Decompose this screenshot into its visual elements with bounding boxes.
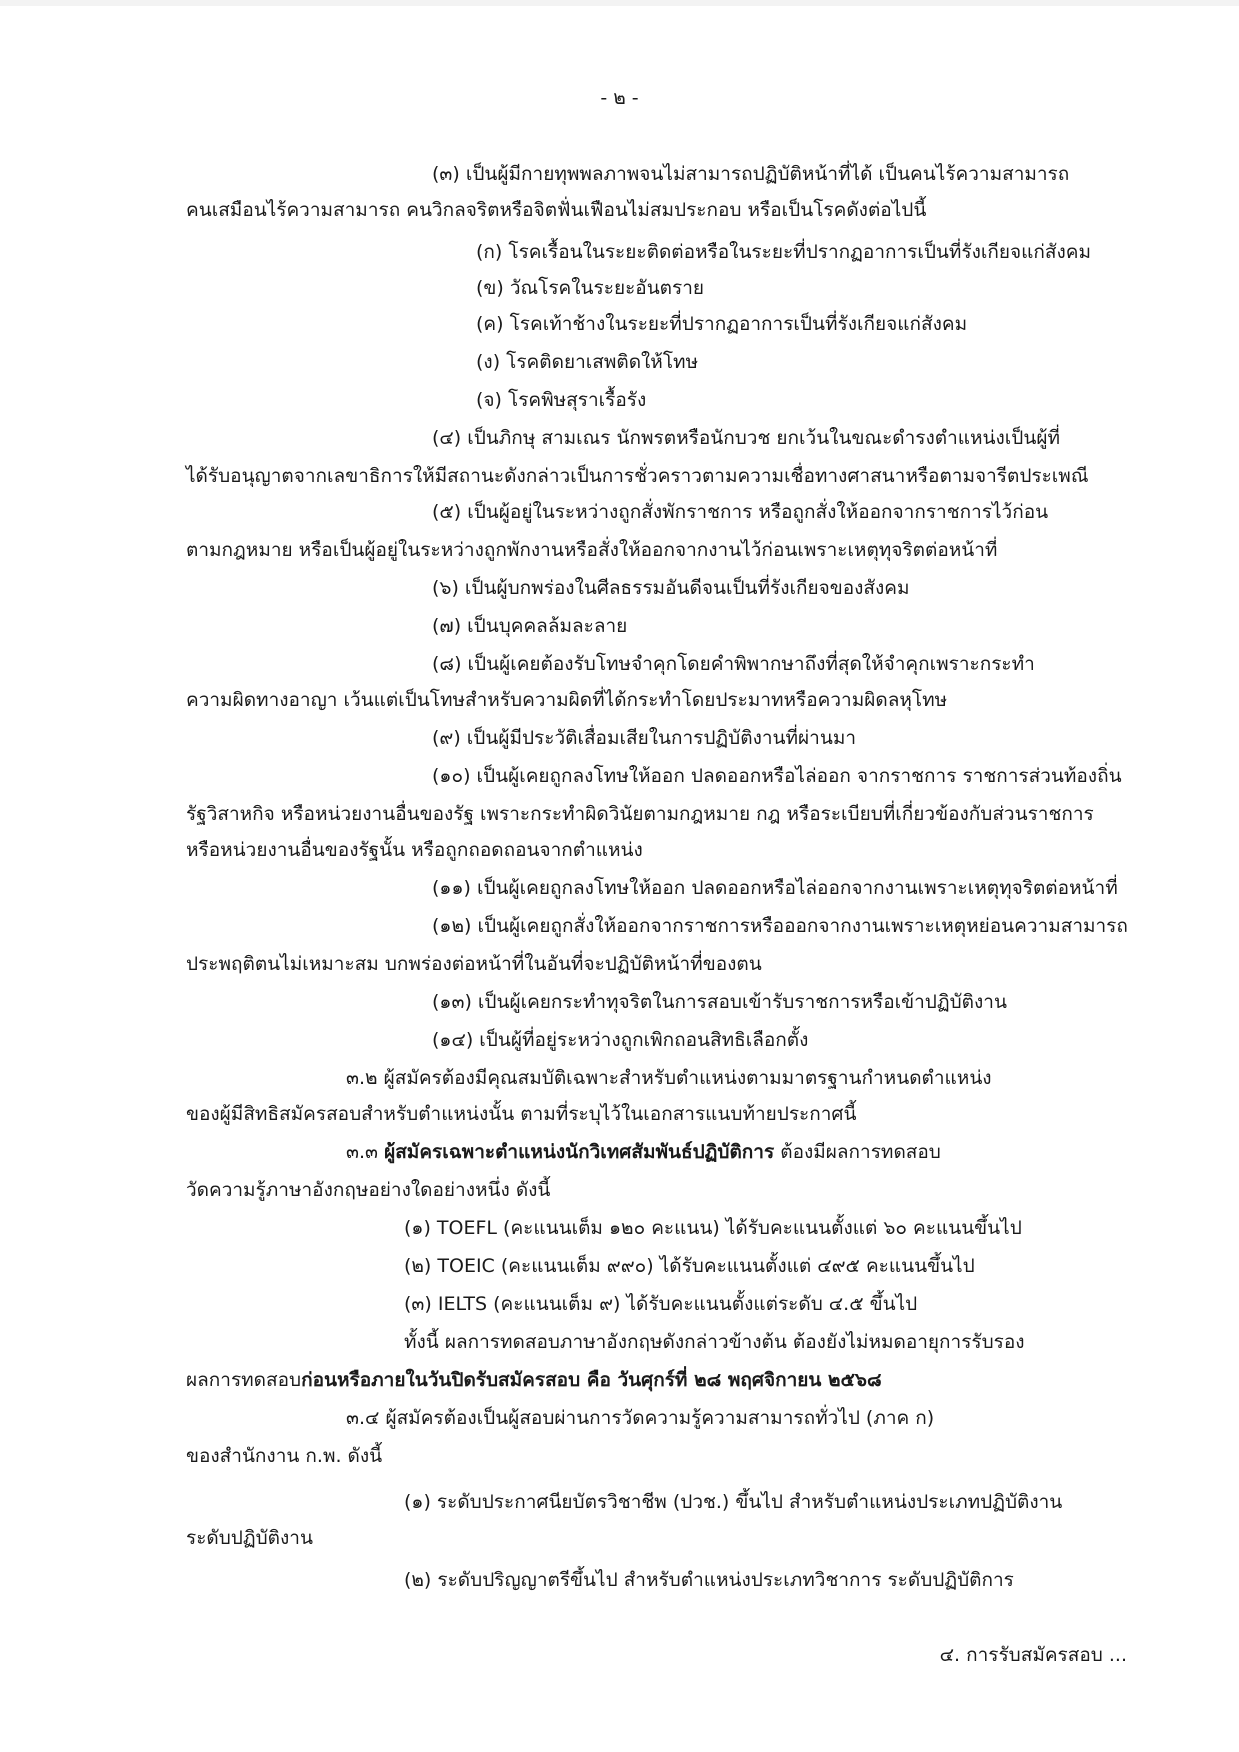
test-validity-pre: ผลการทดสอบ xyxy=(186,1369,302,1391)
page-number: - ๒ - xyxy=(600,87,639,109)
section-3-3-post: ต้องมีผลการทดสอบ xyxy=(774,1141,941,1163)
item-10-cont-1: รัฐวิสาหกิจ หรือหน่วยงานอื่นของรัฐ เพราะกระทำผิดวินัยตามกฎหมาย กฎ หรือระเบียบที่เกี่ยวข้องกับส่วนราชการ xyxy=(186,803,1094,825)
item-9: (๙) เป็นผู้มีประวัติเสื่อมเสียในการปฏิบัติงานที่ผ่านมา xyxy=(432,727,857,749)
item-10: (๑๐) เป็นผู้เคยถูกลงโทษให้ออก ปลดออกหรือไล่ออก จากราชการ ราชการส่วนท้องถิ่น xyxy=(432,765,1122,787)
level-vocational: (๑) ระดับประกาศนียบัตรวิชาชีพ (ปวช.) ขึ้นไป สำหรับตำแหน่งประเภทปฏิบัติงาน xyxy=(404,1491,1063,1513)
sub-item-a: (ก) โรคเรื้อนในระยะติดต่อหรือในระยะที่ปรากฏอาการเป็นที่รังเกียจแก่สังคม xyxy=(476,241,1092,263)
sub-item-b: (ข) วัณโรคในระยะอันตราย xyxy=(476,277,705,299)
level-bachelor: (๒) ระดับปริญญาตรีขึ้นไป สำหรับตำแหน่งประเภทวิชาการ ระดับปฏิบัติการ xyxy=(404,1569,1014,1591)
item-6: (๖) เป็นผู้บกพร่องในศีลธรรมอันดีจนเป็นที่รังเกียจของสังคม xyxy=(432,577,910,599)
continuation-footer: ๔. การรับสมัครสอบ ... xyxy=(939,1644,1127,1666)
section-3-3-cont: วัดความรู้ภาษาอังกฤษอย่างใดอย่างหนึ่ง ดังนี้ xyxy=(186,1179,551,1201)
section-3-4-cont: ของสำนักงาน ก.พ. ดังนี้ xyxy=(186,1445,383,1467)
item-13: (๑๓) เป็นผู้เคยกระทำทุจริตในการสอบเข้ารับราชการหรือเข้าปฏิบัติงาน xyxy=(432,991,1007,1013)
section-3-2: ๓.๒ ผู้สมัครต้องมีคุณสมบัติเฉพาะสำหรับตำแหน่งตามมาตรฐานกำหนดตำแหน่ง xyxy=(346,1067,992,1089)
test-toefl: (๑) TOEFL (คะแนนเต็ม ๑๒๐ คะแนน) ได้รับคะแนนตั้งแต่ ๖๐ คะแนนขึ้นไป xyxy=(404,1217,1022,1239)
test-validity-cont xyxy=(186,1368,882,1392)
scan-edge xyxy=(0,0,1239,6)
item-3: (๓) เป็นผู้มีกายทุพพลภาพจนไม่สามารถปฏิบัติหน้าที่ได้ เป็นคนไร้ความสามารถ xyxy=(432,163,1070,185)
item-4-cont: ได้รับอนุญาตจากเลขาธิการให้มีสถานะดังกล่าวเป็นการชั่วคราวตามความเชื่อทางศาสนาหรือตามจารีตประเพณี xyxy=(186,465,1089,487)
item-12: (๑๒) เป็นผู้เคยถูกสั่งให้ออกจากราชการหรือออกจากงานเพราะเหตุหย่อนความสามารถ xyxy=(432,915,1128,937)
item-14: (๑๔) เป็นผู้ที่อยู่ระหว่างถูกเพิกถอนสิทธิเลือกตั้ง xyxy=(432,1029,809,1051)
item-5: (๕) เป็นผู้อยู่ในระหว่างถูกสั่งพักราชการ หรือถูกสั่งให้ออกจากราชการไว้ก่อน xyxy=(432,501,1049,523)
test-toeic: (๒) TOEIC (คะแนนเต็ม ๙๙๐) ได้รับคะแนนตั้งแต่ ๔๙๕ คะแนนขึ้นไป xyxy=(404,1255,975,1277)
level-vocational-cont: ระดับปฏิบัติงาน xyxy=(186,1527,313,1549)
item-5-cont: ตามกฎหมาย หรือเป็นผู้อยู่ในระหว่างถูกพักงานหรือสั่งให้ออกจากงานไว้ก่อนเพราะเหตุทุจริตต่อหน้าที่ xyxy=(186,539,998,561)
test-ielts: (๓) IELTS (คะแนนเต็ม ๙) ได้รับคะแนนตั้งแต่ระดับ ๔.๕ ขึ้นไป xyxy=(404,1293,918,1315)
sub-item-d: (ง) โรคติดยาเสพติดให้โทษ xyxy=(476,351,699,373)
item-8-cont: ความผิดทางอาญา เว้นแต่เป็นโทษสำหรับความผิดที่ได้กระทำโดยประมาทหรือความผิดลหุโทษ xyxy=(186,689,948,711)
test-validity-note: ทั้งนี้ ผลการทดสอบภาษาอังกฤษดังกล่าวข้างต้น ต้องยังไม่หมดอายุการรับรอง xyxy=(404,1331,1025,1353)
item-8: (๘) เป็นผู้เคยต้องรับโทษจำคุกโดยคำพิพากษาถึงที่สุดให้จำคุกเพราะกระทำ xyxy=(432,653,1035,675)
section-3-3 xyxy=(346,1140,941,1164)
item-10-cont-2: หรือหน่วยงานอื่นของรัฐนั้น หรือถูกถอดถอนจากตำแหน่ง xyxy=(186,839,643,861)
sub-item-c: (ค) โรคเท้าช้างในระยะที่ปรากฏอาการเป็นที่รังเกียจแก่สังคม xyxy=(476,313,968,335)
section-3-2-cont: ของผู้มีสิทธิสมัครสอบสำหรับตำแหน่งนั้น ตามที่ระบุไว้ในเอกสารแนบท้ายประกาศนี้ xyxy=(186,1103,857,1125)
section-3-3-pre: ๓.๓ xyxy=(346,1141,385,1163)
item-12-cont: ประพฤติตนไม่เหมาะสม บกพร่องต่อหน้าที่ในอันที่จะปฏิบัติหน้าที่ของตน xyxy=(186,953,762,975)
item-4: (๔) เป็นภิกษุ สามเณร นักพรตหรือนักบวช ยกเว้นในขณะดำรงตำแหน่งเป็นผู้ที่ xyxy=(432,427,1061,449)
item-7: (๗) เป็นบุคคลล้มละลาย xyxy=(432,615,628,637)
section-3-4: ๓.๔ ผู้สมัครต้องเป็นผู้สอบผ่านการวัดความรู้ความสามารถทั่วไป (ภาค ก) xyxy=(346,1407,935,1429)
section-3-3-bold: ผู้สมัครเฉพาะตำแหน่งนักวิเทศสัมพันธ์ปฏิบัติการ xyxy=(384,1141,775,1163)
sub-item-e: (จ) โรคพิษสุราเรื้อรัง xyxy=(476,389,647,411)
item-11: (๑๑) เป็นผู้เคยถูกลงโทษให้ออก ปลดออกหรือไล่ออกจากงานเพราะเหตุทุจริตต่อหน้าที่ xyxy=(432,877,1118,899)
test-validity-deadline: ก่อนหรือภายในวันปิดรับสมัครสอบ คือ วันศุกร์ที่ ๒๘ พฤศจิกายน ๒๕๖๘ xyxy=(301,1369,882,1391)
item-3-cont: คนเสมือนไร้ความสามารถ คนวิกลจริตหรือจิตฟั่นเฟือนไม่สมประกอบ หรือเป็นโรคดังต่อไปนี้ xyxy=(186,199,927,221)
